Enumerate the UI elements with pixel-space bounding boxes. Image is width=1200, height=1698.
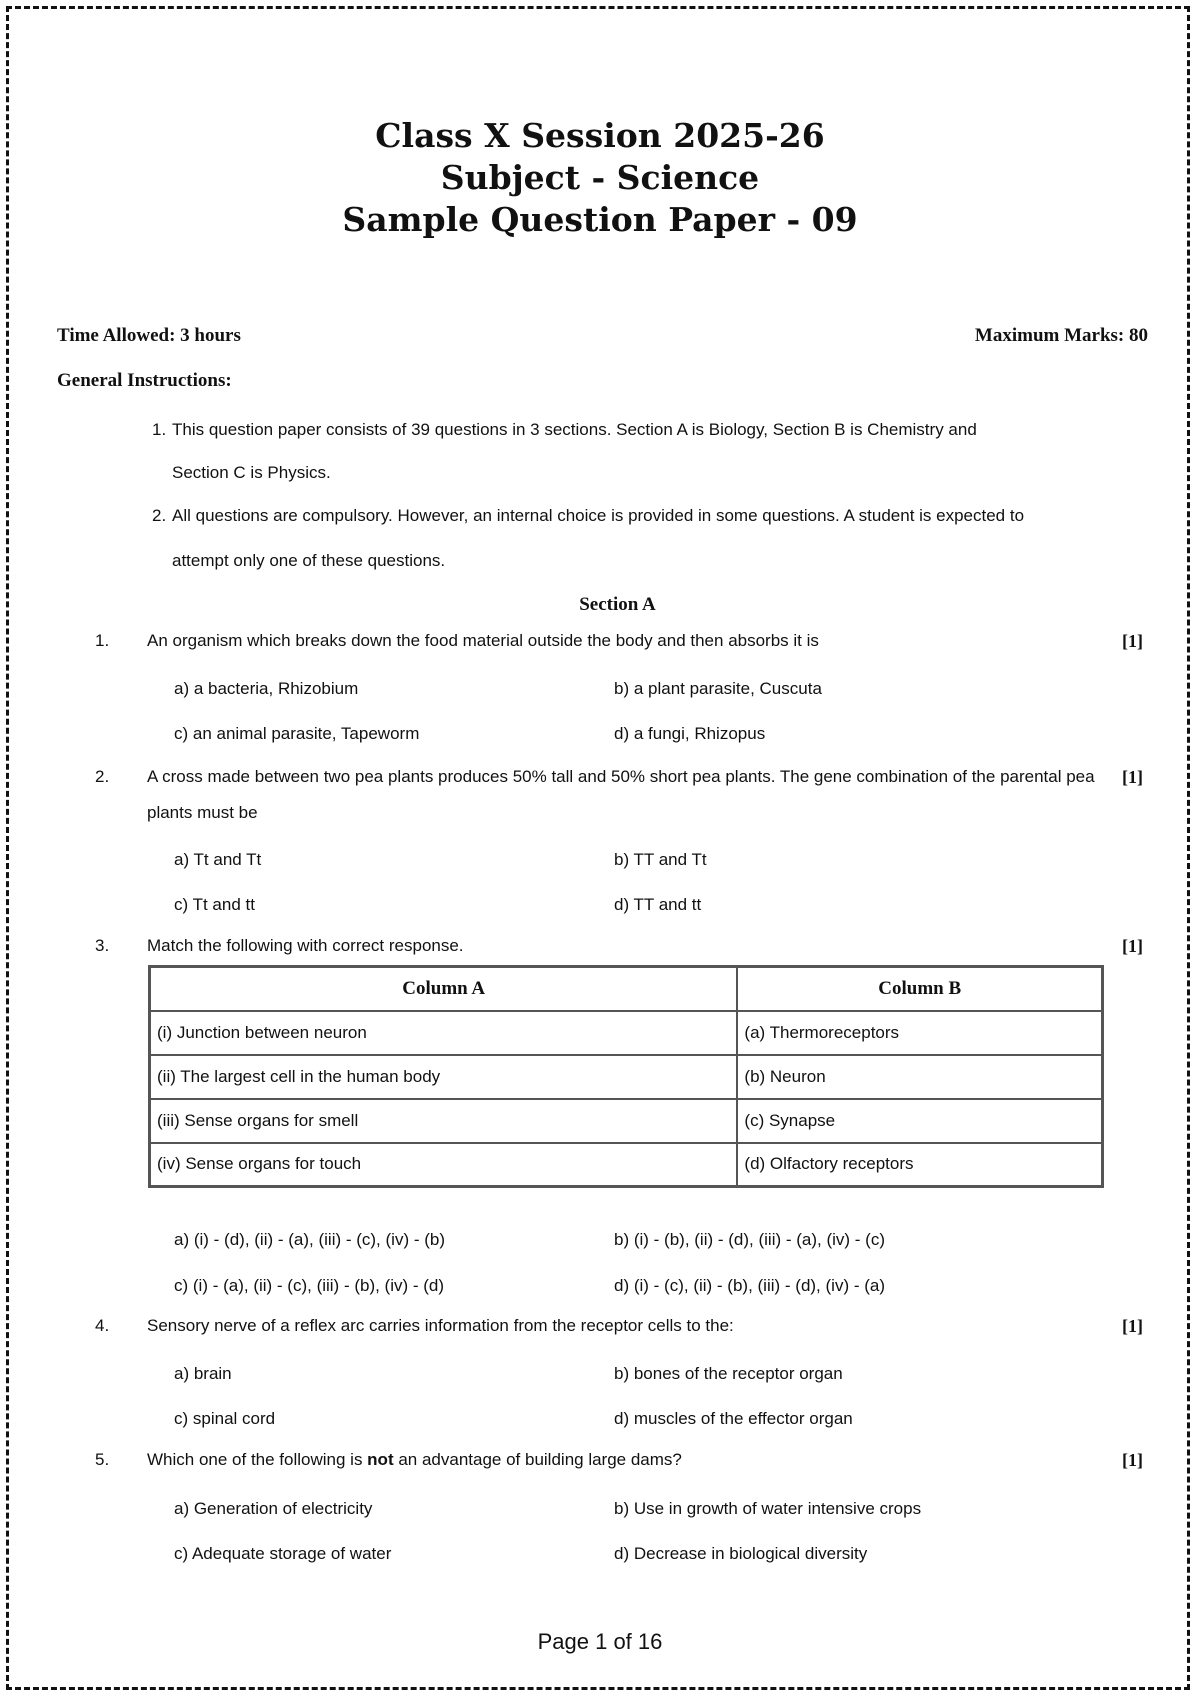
option-a: a) a bacteria, Rhizobium xyxy=(174,679,359,698)
general-instructions-heading: General Instructions: xyxy=(57,370,232,391)
table-cell: (a) Thermoreceptors xyxy=(737,1011,1102,1055)
option-c: c) Adequate storage of water xyxy=(174,1544,392,1563)
question-number: 1. xyxy=(95,631,110,650)
table-cell: (i) Junction between neuron xyxy=(150,1011,738,1055)
question-text-emphasis: not xyxy=(367,1450,394,1469)
option-b: b) TT and Tt xyxy=(614,850,707,869)
table-row xyxy=(150,1099,1103,1143)
question-marks: [1] xyxy=(1122,1316,1143,1336)
time-allowed: Time Allowed: 3 hours xyxy=(57,325,241,346)
question-number: 2. xyxy=(95,767,110,786)
instruction-text: Section C is Physics. xyxy=(172,463,331,482)
question-marks: [1] xyxy=(1122,767,1143,787)
question-text xyxy=(147,1442,1097,1478)
table-cell: (c) Synapse xyxy=(737,1099,1102,1143)
instruction-number: 1. xyxy=(152,420,167,439)
question-marks: [1] xyxy=(1122,631,1143,651)
option-b: b) (i) - (b), (ii) - (d), (iii) - (a), (iv) - (c) xyxy=(614,1230,885,1249)
question-number: 5. xyxy=(95,1450,110,1469)
question-text-part: Which one of the following is xyxy=(147,1450,368,1469)
option-a: a) Generation of electricity xyxy=(174,1499,373,1518)
column-a-header: Column A xyxy=(150,967,738,1011)
option-a: a) (i) - (d), (ii) - (a), (iii) - (c), (iv) - (b) xyxy=(174,1230,445,1249)
page-number: Page 1 of 16 xyxy=(537,1629,663,1654)
question-number: 4. xyxy=(95,1316,110,1335)
table-row xyxy=(150,1011,1103,1055)
table-row xyxy=(150,1143,1103,1187)
question-text: Match the following with correct response. xyxy=(147,936,464,955)
table-cell: (iv) Sense organs for touch xyxy=(150,1143,738,1187)
paper-title-class: Class X Session 2025-26 xyxy=(375,116,825,155)
table-cell: (d) Olfactory receptors xyxy=(737,1143,1102,1187)
instruction-text: attempt only one of these questions. xyxy=(172,551,446,570)
question-marks: [1] xyxy=(1122,936,1143,956)
option-a: a) Tt and Tt xyxy=(174,850,262,869)
option-d: d) (i) - (c), (ii) - (b), (iii) - (d), (iv) - (a) xyxy=(614,1276,885,1295)
instruction-text: This question paper consists of 39 questions in 3 sections. Section A is Biology, Section B is Chemistry and xyxy=(172,420,977,439)
instruction-number: 2. xyxy=(152,506,167,525)
question-text: Sensory nerve of a reflex arc carries information from the receptor cells to the: xyxy=(147,1316,734,1335)
maximum-marks: Maximum Marks: 80 xyxy=(974,325,1148,346)
column-b-header: Column B xyxy=(737,967,1102,1011)
option-b: b) Use in growth of water intensive crops xyxy=(614,1499,922,1518)
paper-title-sqp: Sample Question Paper - 09 xyxy=(342,200,858,239)
option-c: c) (i) - (a), (ii) - (c), (iii) - (b), (iv) - (d) xyxy=(174,1276,445,1295)
page-border xyxy=(6,6,1190,1690)
option-d: d) muscles of the effector organ xyxy=(614,1409,853,1428)
option-c: c) spinal cord xyxy=(174,1409,276,1428)
option-c: c) Tt and tt xyxy=(174,895,255,914)
table-header-row xyxy=(150,967,1103,1011)
table-row xyxy=(150,1055,1103,1099)
table-cell: (ii) The largest cell in the human body xyxy=(150,1055,738,1099)
match-table xyxy=(148,965,1104,1188)
instruction-text: All questions are compulsory. However, an internal choice is provided in some questions. A student is expected to xyxy=(172,506,1025,525)
question-text-part: an advantage of building large dams? xyxy=(393,1450,682,1469)
paper-title-subject: Subject - Science xyxy=(440,158,760,197)
option-b: b) bones of the receptor organ xyxy=(614,1364,843,1383)
question-text: A cross made between two pea plants produces 50% tall and 50% short pea plants. The gene combination of the parental pea plants must be xyxy=(147,767,1095,822)
question-marks: [1] xyxy=(1122,1450,1143,1470)
table-cell: (iii) Sense organs for smell xyxy=(150,1099,738,1143)
question-number: 3. xyxy=(95,936,110,955)
option-d: d) a fungi, Rhizopus xyxy=(614,724,766,743)
option-b: b) a plant parasite, Cuscuta xyxy=(614,679,822,698)
question-text: An organism which breaks down the food material outside the body and then absorbs it is xyxy=(147,631,819,650)
option-d: d) TT and tt xyxy=(614,895,702,914)
option-c: c) an animal parasite, Tapeworm xyxy=(174,724,420,743)
table-cell: (b) Neuron xyxy=(737,1055,1102,1099)
option-a: a) brain xyxy=(174,1364,232,1383)
section-title: Section A xyxy=(579,594,656,615)
option-d: d) Decrease in biological diversity xyxy=(614,1544,868,1563)
